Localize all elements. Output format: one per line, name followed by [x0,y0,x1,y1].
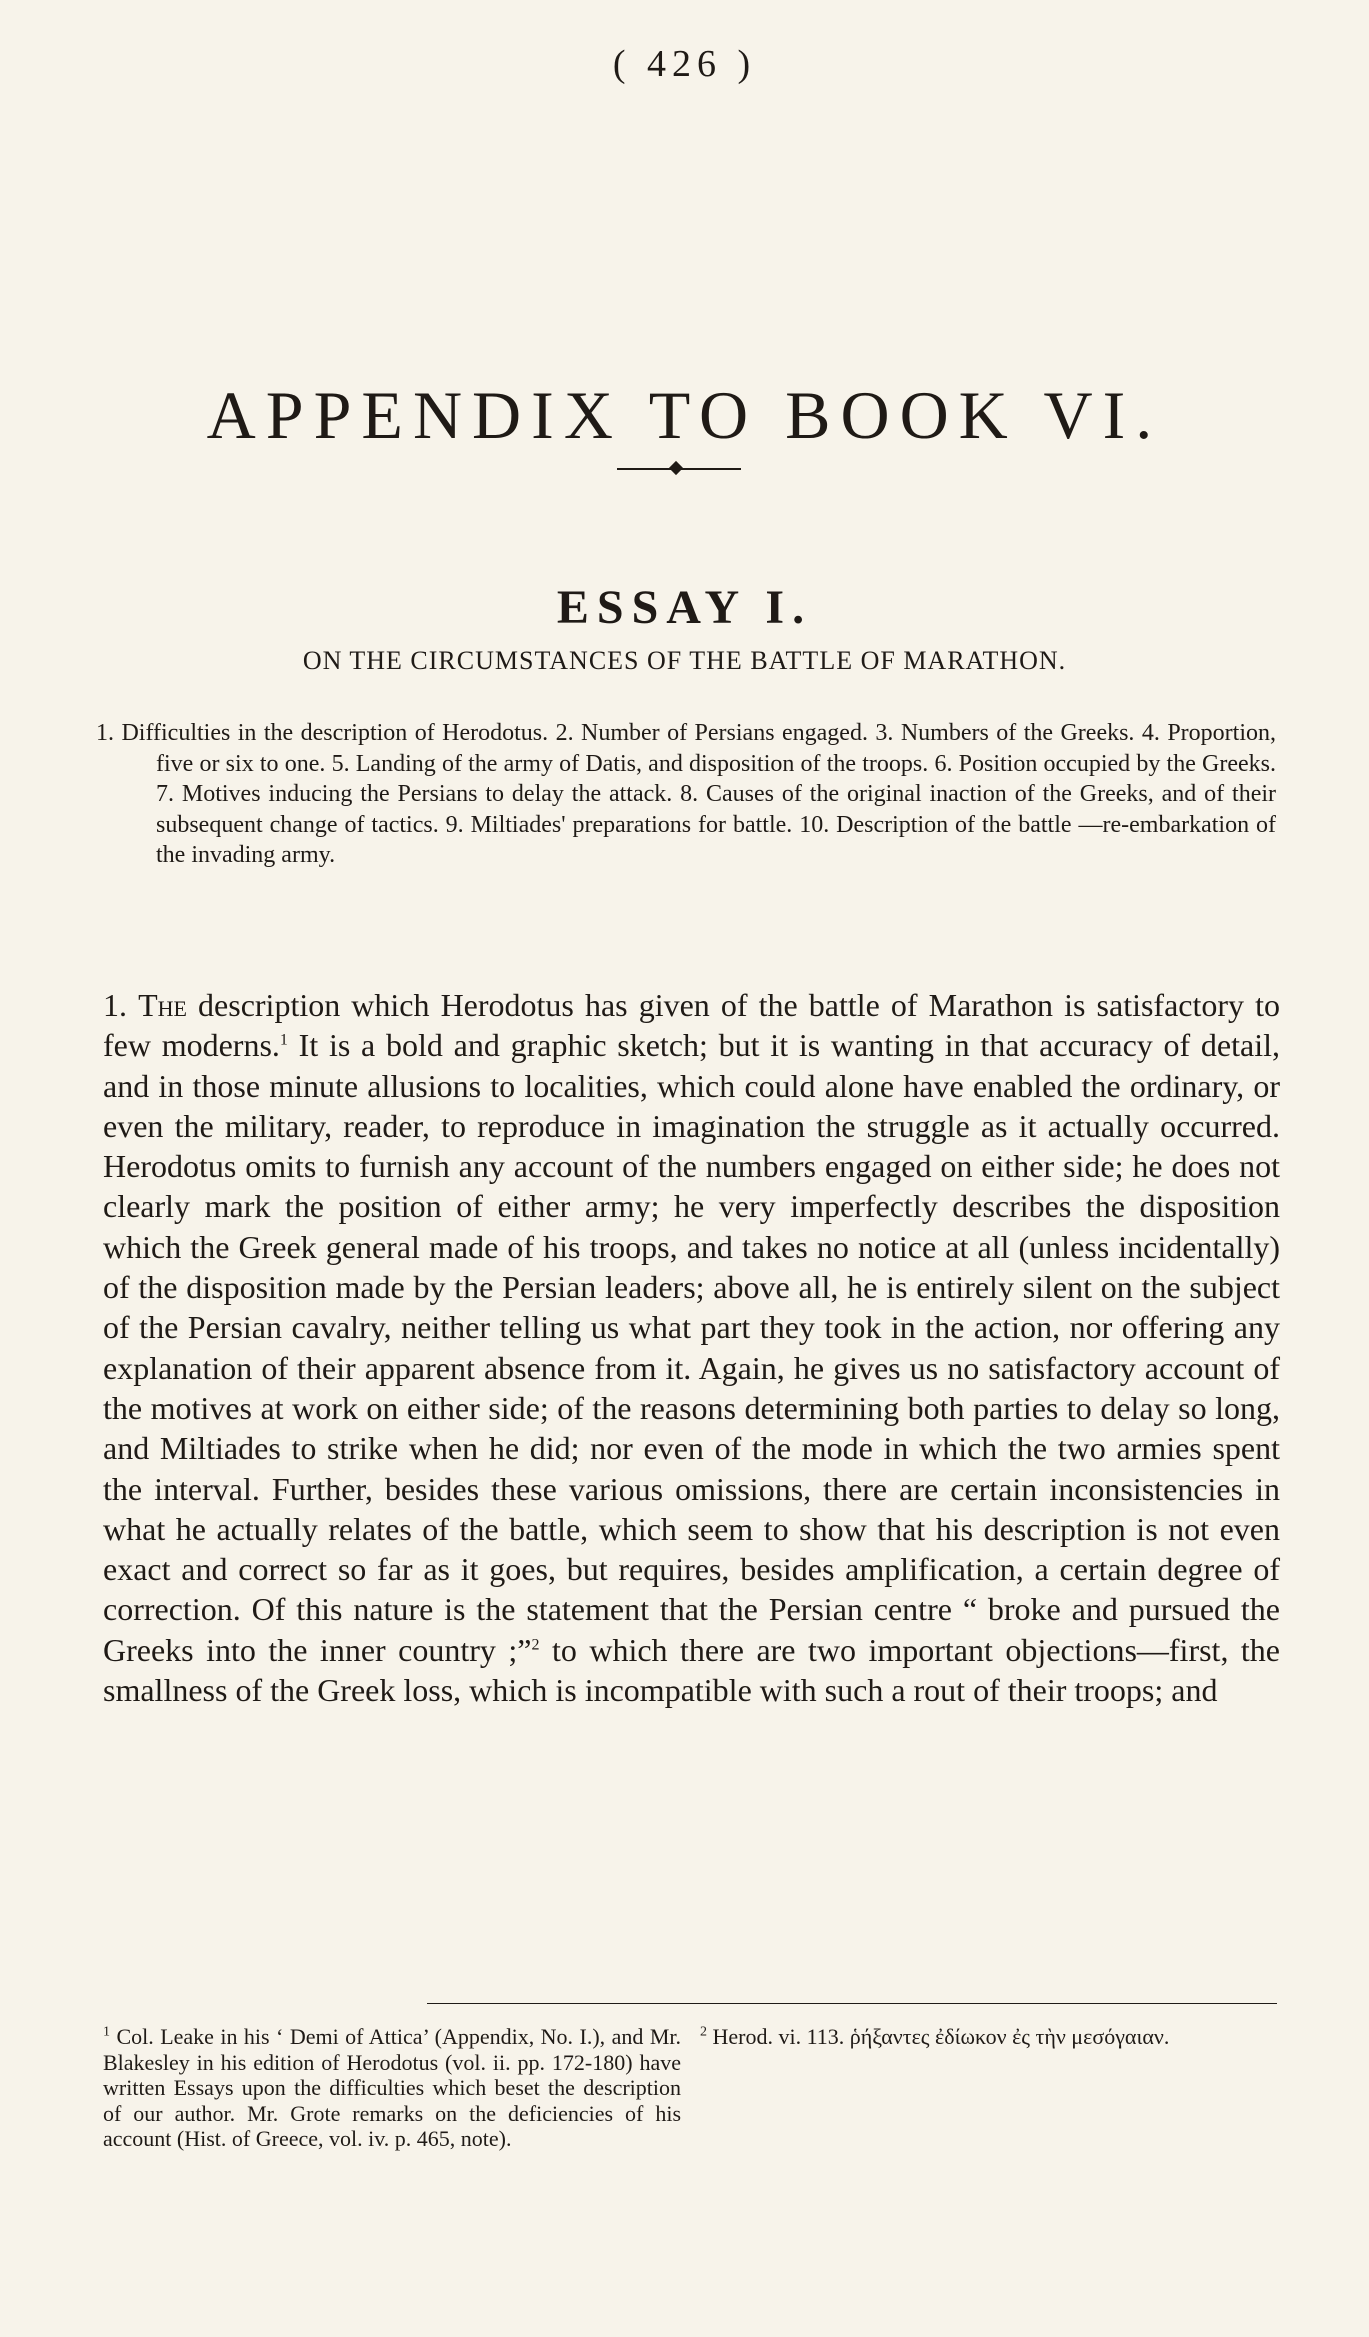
body-text-part-2: It is a bold and graphic sketch; but it is wanting in that accuracy of detail, and in those minute allusions to localities, which could alone have enabled the ordinary, or even the military, reader, to reproduce in imagination the struggle as it actually occurred. Herodotus omits to furnish any account of the numbers engaged on either side; he does not clearly mark the position of either army; he very imperfectly describes the disposition which the Greek general made of his troops, and takes no notice at all (unless incidentally) of the disposition made by the Persian leaders; above all, he is entirely silent on the subject of the Persian cavalry, neither telling us what part they took in the action, nor offering any explanation of their apparent absence from it. Again, he gives us no satisfactory account of the motives at work on either side; of the reasons determining both parties to delay so long, and Miltiades to strike when he did; nor even of the mode in which the two armies spent the interval. Further, besides these various omissions, there are certain inconsistencies in what he actually relates of the battle, which seem to show that his description is not even exact and correct so far as it goes, but requires, besides amplification, a certain degree of correction. Of this nature is the statement that the Persian centre “ broke and pursued the Greeks into the inner country ;” [103,1027,1281,1668]
essay-title: ESSAY I. [556,580,813,634]
main-body [103,985,1280,1710]
body-text-part-3: to which there are two important objections—first, the smallness of the Greek loss, which is incompatible with such a rout of their troops; and [103,1631,1281,1709]
page-number: ( 426 ) [612,43,757,85]
body-text-part-1: description which Herodotus has given of the battle of Marathon is satisfactory to few moderns. [103,987,1281,1064]
title-ornament-divider [617,468,741,470]
appendix-title: APPENDIX TO BOOK VI. [206,376,1163,453]
footnote-1-number: 1 [103,2024,110,2040]
footnote-1 [103,2024,681,2152]
footnote-column-right [700,2024,1278,2152]
paragraph-number: 1. [103,987,127,1023]
footnotes [103,2024,1278,2152]
footnote-ref-1: 1 [279,1031,288,1049]
footnote-2 [700,2024,1278,2050]
footnote-column-left [103,2024,681,2152]
footnote-2-number: 2 [700,2024,707,2040]
footnote-divider [427,2003,1277,2004]
lead-word: The [138,987,187,1023]
chapter-summary [96,718,1276,871]
summary-text: 1. Difficulties in the description of Herodotus. 2. Number of Persians engaged. 3. Numbers of the Greeks. 4. Proportion, five or six to one. 5. Landing of the army of Datis, and disposition of the troops. 6. Position occupied by the Greeks. 7. Motives inducing the Persians to delay the attack. 8. Causes of the original inaction of the Greeks, and of their subsequent change of tactics. 9. Miltiades' preparations for battle. 10. Description of the battle —re-embarkation of the invading army. [96,720,1276,868]
essay-subtitle: ON THE CIRCUMSTANCES OF THE BATTLE OF MARATHON. [302,646,1067,675]
footnote-2-text: Herod. vi. 113. ῥήξαντες ἐδίωκον ἐς τὴν μεσόγαιαν. [712,2024,1170,2049]
footnote-1-text: Col. Leake in his ‘ Demi of Attica’ (Appendix, No. I.), and Mr. Blakesley in his edition of Herodotus (vol. ii. pp. 172-180) have written Essays upon the difficulties which beset the description of our author. Mr. Grote remarks on the deficiencies of his account (Hist. of Greece, vol. iv. p. 465, note). [103,2024,681,2152]
footnote-ref-2: 2 [531,1636,540,1654]
body-paragraph [103,985,1280,1710]
